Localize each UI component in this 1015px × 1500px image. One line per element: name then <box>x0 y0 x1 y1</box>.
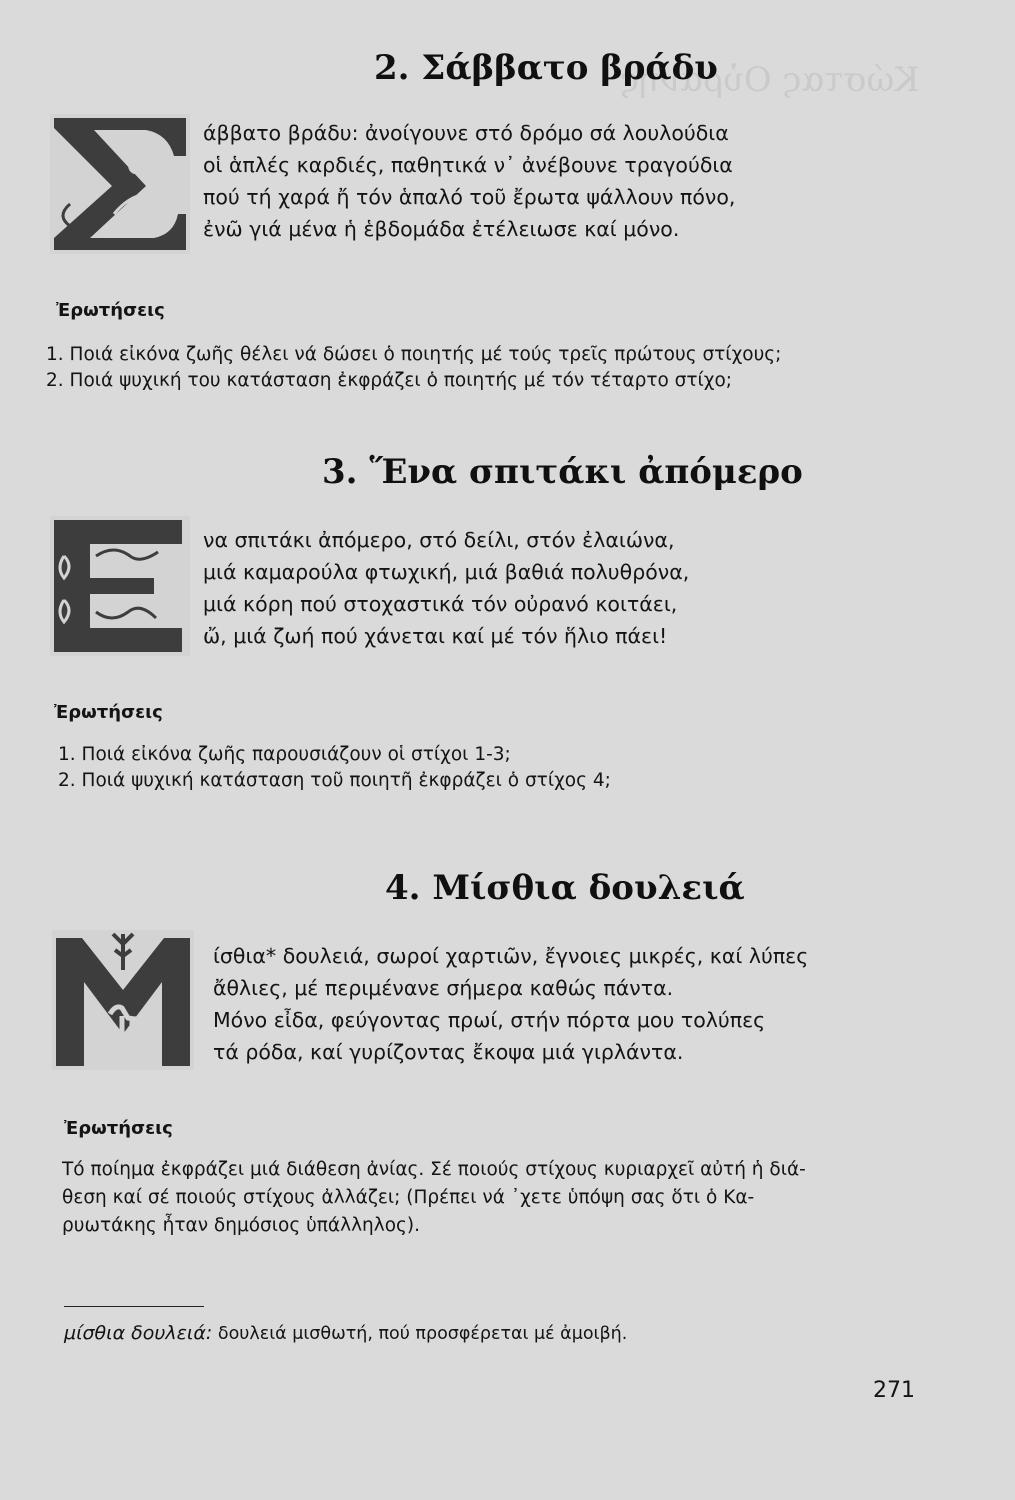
poem-3-title: 3. Ἕνα σπιτάκι ἀπόμερο <box>322 452 803 492</box>
footnote-definition: δουλειά μισθωτή, πού προσφέρεται μέ ἀμοιβή. <box>212 1324 628 1344</box>
poem-2-title: 2. Σάββατο βράδυ <box>374 48 718 88</box>
poem-3-questions <box>58 742 611 794</box>
footnote-rule <box>64 1306 204 1307</box>
poem-2-verse <box>203 117 735 245</box>
poem-2-questions <box>46 342 781 394</box>
poem-4-verse <box>213 940 808 1068</box>
paragraph-line: Τό ποίημα ἐκφράζει μιά διάθεση ἀνίας. Σέ ποιούς στίχους κυριαρχεῖ αὐτή ἡ διά- <box>62 1159 806 1180</box>
poem-3-questions-heading: Ἐρωτήσεις <box>54 702 163 723</box>
verse-line: μιά καμαρούλα φτωχική, μιά βαθιά πολυθρόνα, <box>203 560 690 584</box>
poem-4-question-paragraph <box>62 1156 806 1240</box>
verse-line: ἄθλιες, μέ περιμένανε σήμερα καθώς πάντα. <box>213 976 674 1000</box>
page-number: 271 <box>873 1378 915 1403</box>
footnote <box>64 1322 627 1344</box>
verse-line: μιά κόρη πού στοχαστικά τόν οὐρανό κοιτάει, <box>203 592 678 616</box>
poem-3-verse <box>203 524 689 652</box>
poem-4-questions-heading: Ἐρωτήσεις <box>64 1118 173 1139</box>
question-item: 1. Ποιά εἰκόνα ζωῆς παρουσιάζουν οἱ στίχοι 1-3; <box>58 744 511 765</box>
poem-2-questions-heading: Ἐρωτήσεις <box>56 300 165 321</box>
verse-line: ὤ, μιά ζωή πού χάνεται καί μέ τόν ἥλιο πάει! <box>203 624 668 648</box>
show-through-text: Κώστας Οὐράνης <box>620 60 920 100</box>
question-item: 2. Ποιά ψυχική κατάσταση τοῦ ποιητῆ ἐκφράζει ὁ στίχος 4; <box>58 770 611 791</box>
question-item: 2. Ποιά ψυχική του κατάσταση ἐκφράζει ὁ ποιητής μέ τόν τέταρτο στίχο; <box>46 370 733 391</box>
verse-line: άββατο βράδυ: ἀνοίγουνε στό δρόμο σά λουλούδια <box>203 121 729 145</box>
verse-line: Μόνο εἶδα, φεύγοντας πρωί, στήν πόρτα μου τολύπες <box>213 1008 766 1032</box>
verse-line: τά ρόδα, καί γυρίζοντας ἔκοψα μιά γιρλάντα. <box>213 1040 684 1064</box>
verse-line: ίσθια* δουλειά, σωροί χαρτιῶν, ἔγνοιες μικρές, καί λύπες <box>213 944 809 968</box>
question-item: 1. Ποιά εἰκόνα ζωῆς θέλει νά δώσει ὁ ποιητής μέ τούς τρεῖς πρώτους στίχους; <box>46 344 782 365</box>
initial-letter-sigma <box>50 114 190 254</box>
paragraph-line: ρυωτάκης ἦταν δημόσιος ὑπάλληλος). <box>62 1215 420 1236</box>
verse-line: ἐνῶ γιά μένα ἡ ἑβδομάδα ἐτέλειωσε καί μόνο. <box>203 217 680 241</box>
verse-line: πού τή χαρά ἤ τόν ἁπαλό τοῦ ἔρωτα ψάλλουν πόνο, <box>203 185 736 209</box>
epsilon-ornament-icon <box>50 516 190 656</box>
initial-letter-mu <box>52 930 194 1070</box>
footnote-term: μίσθια δουλειά: <box>64 1322 213 1344</box>
mu-deer-ornament-icon <box>52 930 194 1070</box>
verse-line: να σπιτάκι ἀπόμερο, στό δείλι, στόν ἐλαιώνα, <box>203 528 675 552</box>
sigma-ornament-icon <box>50 114 190 254</box>
paragraph-line: θεση καί σέ ποιούς στίχους ἀλλάζει; (Πρέπει νά ᾿χετε ὑπόψη σας ὅτι ὁ Κα- <box>62 1187 755 1208</box>
poem-4-title: 4. Μίσθια δουλειά <box>385 868 745 908</box>
initial-letter-epsilon <box>50 516 190 656</box>
verse-line: οἱ ἁπλές καρδιές, παθητικά ν᾿ ἀνέβουνε τραγούδια <box>203 153 733 177</box>
